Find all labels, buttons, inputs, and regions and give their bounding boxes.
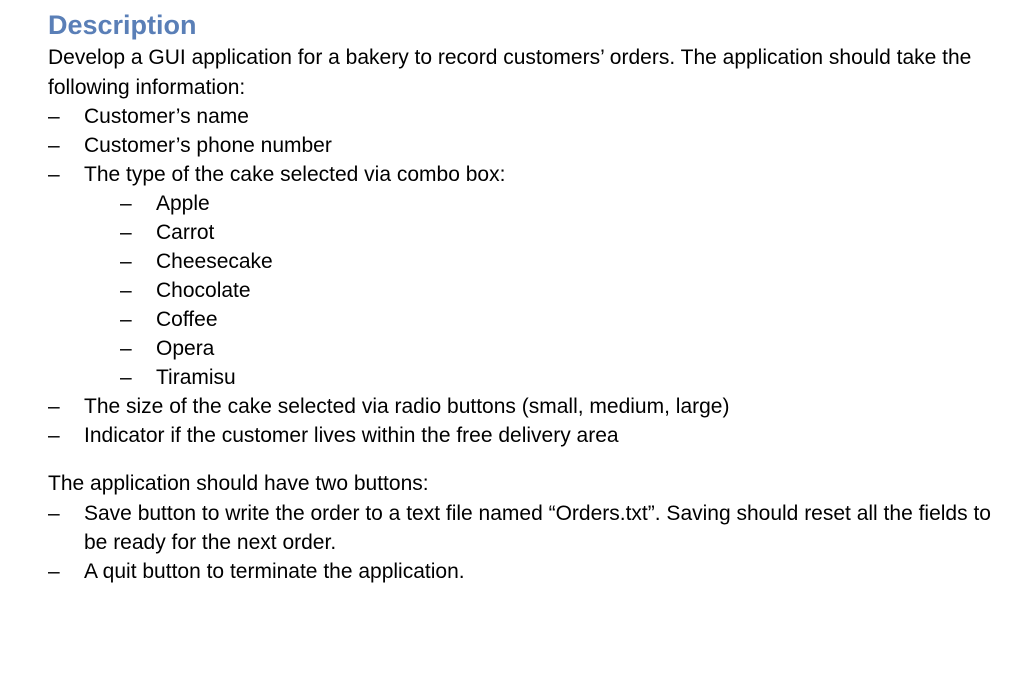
dash-bullet: – [120,221,132,244]
cake-type-text: Carrot [156,221,215,244]
list-item-text: The type of the cake selected via combo box: [84,163,506,186]
document-body [48,8,998,586]
dash-bullet: – [120,366,132,389]
cake-type-text: Opera [156,337,215,360]
list-item-text: The size of the cake selected via radio buttons (small, medium, large) [84,395,730,418]
list-item [48,557,998,586]
info-list [48,102,998,450]
dash-bullet: – [120,337,132,360]
dash-bullet: – [48,395,60,418]
cake-type-item [48,247,998,276]
dash-bullet: – [120,250,132,273]
cake-type-text: Coffee [156,308,218,331]
list-item [48,102,998,131]
cake-type-text: Apple [156,192,210,215]
cake-type-item [48,189,998,218]
list-item [48,392,998,421]
cake-type-item [48,305,998,334]
dash-bullet: – [120,192,132,215]
dash-bullet: – [120,308,132,331]
list-item-text: Customer’s phone number [84,134,332,157]
cake-type-item [48,363,998,392]
list-item-text: A quit button to terminate the application. [84,559,465,583]
cake-type-item [48,276,998,305]
cake-type-text: Tiramisu [156,366,236,389]
dash-bullet: – [48,501,60,525]
list-item [48,131,998,160]
dash-bullet: – [48,424,60,447]
dash-bullet: – [48,559,60,583]
page-title: Description [48,10,197,40]
cake-type-text: Cheesecake [156,250,273,273]
intro-paragraph: Develop a GUI application for a bakery to record customers’ orders. The application should take the following information: [48,46,972,99]
list-item-text: Indicator if the customer lives within the free delivery area [84,424,619,447]
cake-type-text: Chocolate [156,279,251,302]
dash-bullet: – [48,105,60,128]
list-item-text: Customer’s name [84,105,249,128]
dash-bullet: – [48,163,60,186]
button-list [48,499,998,586]
dash-bullet: – [48,134,60,157]
list-item-text: Save button to write the order to a text file named “Orders.txt”. Saving should reset all the fields to be ready for the next order. [84,501,991,554]
cake-type-list [84,189,998,392]
list-item [48,421,998,450]
buttons-intro-paragraph: The application should have two buttons: [48,472,429,495]
cake-type-item [48,334,998,363]
list-item [48,160,998,392]
dash-bullet: – [120,279,132,302]
cake-type-item [48,218,998,247]
list-item [48,499,998,557]
